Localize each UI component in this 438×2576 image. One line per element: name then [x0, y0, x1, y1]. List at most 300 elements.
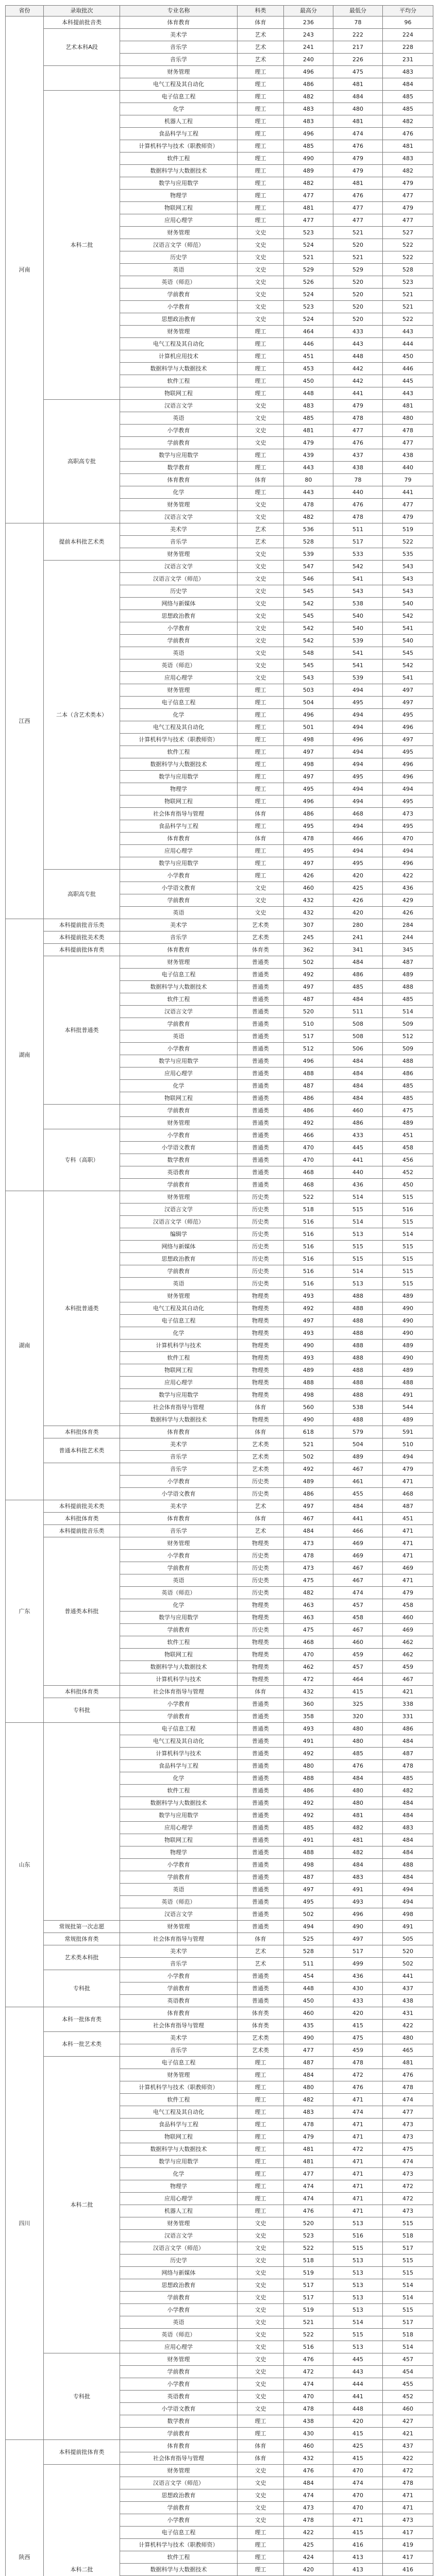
avg-score-cell: 488	[383, 981, 433, 993]
max-score-cell: 474	[284, 2180, 333, 2193]
min-score-cell: 515	[333, 2242, 383, 2255]
major-name-cell: 英语（师范）	[120, 2329, 238, 2341]
avg-score-cell: 422	[383, 2020, 433, 2032]
major-name-cell: 食品科学与工程	[120, 128, 238, 140]
avg-score-cell: 515	[383, 1265, 433, 1278]
avg-score-cell: 479	[383, 202, 433, 214]
category-cell: 物理类	[238, 1315, 284, 1327]
min-score-cell: 475	[333, 2032, 383, 2044]
max-score-cell: 493	[284, 1723, 333, 1735]
category-cell: 理工	[238, 140, 284, 152]
major-name-cell: 财务管理	[120, 1191, 238, 1204]
min-score-cell: 444	[333, 2378, 383, 2391]
avg-score-cell: 483	[383, 1822, 433, 1834]
min-score-cell: 415	[333, 2527, 383, 2539]
avg-score-cell: 484	[383, 1834, 433, 1846]
major-name-cell: 财务管理	[120, 2069, 238, 2081]
min-score-cell: 470	[333, 2489, 383, 2502]
min-score-cell: 529	[333, 264, 383, 276]
min-score-cell: 222	[333, 29, 383, 41]
category-cell: 理工	[238, 350, 284, 363]
province-cell: 湖南	[6, 1191, 44, 1500]
min-score-cell: 495	[333, 697, 383, 709]
major-name-cell: 小学教育	[120, 301, 238, 313]
category-cell: 文史	[238, 647, 284, 659]
category-cell: 理工	[238, 449, 284, 462]
max-score-cell: 497	[284, 1500, 333, 1513]
min-score-cell: 515	[333, 1241, 383, 1253]
avg-score-cell: 417	[383, 2527, 433, 2539]
major-name-cell: 体育教育	[120, 16, 238, 29]
max-score-cell: 536	[284, 523, 333, 536]
max-score-cell: 489	[284, 1476, 333, 1488]
batch-cell: 高职高专批	[44, 400, 120, 523]
max-score-cell: 460	[284, 2007, 333, 2020]
max-score-cell: 511	[284, 1958, 333, 1970]
table-row	[6, 1698, 433, 1710]
min-score-cell: 441	[333, 2391, 383, 2403]
avg-score-cell: 452	[383, 2391, 433, 2403]
category-cell: 普通类	[238, 981, 284, 993]
category-cell: 体育	[238, 808, 284, 820]
max-score-cell: 542	[284, 622, 333, 635]
category-cell: 理工	[238, 746, 284, 758]
max-score-cell: 543	[284, 672, 333, 684]
avg-score-cell: 479	[383, 511, 433, 523]
avg-score-cell: 496	[383, 721, 433, 734]
major-name-cell: 美术学	[120, 29, 238, 41]
avg-score-cell: 437	[383, 2440, 433, 2452]
max-score-cell: 490	[284, 1414, 333, 1426]
min-score-cell: 471	[333, 2205, 383, 2217]
min-score-cell: 441	[333, 1513, 383, 1525]
min-score-cell: 420	[333, 870, 383, 882]
category-cell: 理工	[238, 387, 284, 400]
category-cell: 体育	[238, 1426, 284, 1438]
avg-score-cell: 514	[383, 1228, 433, 1241]
max-score-cell: 498	[284, 734, 333, 746]
major-name-cell: 英语	[120, 1884, 238, 1896]
avg-score-cell: 477	[383, 437, 433, 449]
min-score-cell: 474	[333, 2106, 383, 2119]
avg-score-cell: 514	[383, 1006, 433, 1018]
max-score-cell: 486	[284, 1092, 333, 1105]
max-score-cell: 468	[284, 1636, 333, 1649]
min-score-cell: 495	[333, 771, 383, 783]
category-cell: 体育	[238, 1401, 284, 1414]
max-score-cell: 521	[284, 1438, 333, 1451]
header-max-score: 最高分	[284, 6, 333, 16]
min-score-cell: 471	[333, 2193, 383, 2205]
category-cell: 理工	[238, 795, 284, 808]
max-score-cell: 473	[284, 1537, 333, 1550]
min-score-cell: 488	[333, 1302, 383, 1315]
min-score-cell: 341	[333, 944, 383, 956]
major-name-cell: 小学教育	[120, 425, 238, 437]
category-cell: 文史	[238, 227, 284, 239]
major-name-cell: 小学教育	[120, 2304, 238, 2316]
major-name-cell: 体育教育	[120, 1426, 238, 1438]
max-score-cell: 488	[284, 1772, 333, 1785]
avg-score-cell: 471	[383, 2502, 433, 2514]
major-name-cell: 社会体育指导与管理	[120, 1401, 238, 1414]
min-score-cell: 217	[333, 41, 383, 54]
min-score-cell: 542	[333, 561, 383, 573]
category-cell: 理工	[238, 2131, 284, 2143]
major-name-cell: 学前教育	[120, 1871, 238, 1884]
major-name-cell: 小学教育	[120, 1476, 238, 1488]
category-cell: 体育	[238, 833, 284, 845]
min-score-cell: 469	[333, 1537, 383, 1550]
avg-score-cell: 521	[383, 289, 433, 301]
table-row	[6, 523, 433, 536]
avg-score-cell: 471	[383, 1537, 433, 1550]
category-cell: 理工	[238, 2081, 284, 2094]
avg-score-cell: 541	[383, 672, 433, 684]
max-score-cell: 482	[284, 177, 333, 190]
min-score-cell: 484	[333, 1859, 383, 1871]
min-score-cell: 481	[333, 78, 383, 91]
category-cell: 普通类	[238, 1080, 284, 1092]
category-cell: 艺术	[238, 1525, 284, 1537]
category-cell: 历史类	[238, 1216, 284, 1228]
min-score-cell: 457	[333, 1599, 383, 1612]
max-score-cell: 450	[284, 1995, 333, 2007]
category-cell: 理工	[238, 363, 284, 375]
major-name-cell: 思想政治教育	[120, 2489, 238, 2502]
avg-score-cell: 460	[383, 2403, 433, 2415]
major-name-cell: 计算机科学与技术	[120, 1340, 238, 1352]
avg-score-cell: 471	[383, 2489, 433, 2502]
avg-score-cell: 544	[383, 1401, 433, 1414]
category-cell: 普通类	[238, 1179, 284, 1191]
avg-score-cell: 345	[383, 944, 433, 956]
avg-score-cell: 497	[383, 734, 433, 746]
major-name-cell: 财务管理	[120, 2217, 238, 2230]
max-score-cell: 618	[284, 1426, 333, 1438]
max-score-cell: 486	[284, 1105, 333, 1117]
avg-score-cell: 495	[383, 820, 433, 833]
max-score-cell: 454	[284, 1970, 333, 1982]
category-cell: 理工	[238, 2539, 284, 2551]
max-score-cell: 240	[284, 54, 333, 66]
major-name-cell: 物联网工程	[120, 387, 238, 400]
category-cell: 理工	[238, 2193, 284, 2205]
avg-score-cell: 489	[383, 1117, 433, 1129]
min-score-cell: 226	[333, 54, 383, 66]
min-score-cell: 475	[333, 66, 383, 78]
major-name-cell: 体育教育	[120, 944, 238, 956]
batch-cell: 二本（含艺术类本）	[44, 561, 120, 870]
major-name-cell: 音乐学	[120, 1463, 238, 1476]
min-score-cell: 471	[333, 2119, 383, 2131]
min-score-cell: 467	[333, 1624, 383, 1636]
min-score-cell: 481	[333, 177, 383, 190]
category-cell: 文史	[238, 894, 284, 907]
category-cell: 理工	[238, 462, 284, 474]
max-score-cell: 518	[284, 1204, 333, 1216]
major-name-cell: 电子信息工程	[120, 2527, 238, 2539]
avg-score-cell: 450	[383, 1179, 433, 1191]
major-name-cell: 美术学	[120, 1438, 238, 1451]
min-score-cell: 484	[333, 1080, 383, 1092]
major-name-cell: 物联网工程	[120, 1364, 238, 1377]
major-name-cell: 财务管理	[120, 956, 238, 969]
min-score-cell: 495	[333, 857, 383, 870]
major-name-cell: 音乐学	[120, 1958, 238, 1970]
avg-score-cell: 541	[383, 622, 433, 635]
major-name-cell: 电子信息工程	[120, 969, 238, 981]
min-score-cell: 472	[333, 2069, 383, 2081]
major-name-cell: 音乐学	[120, 2044, 238, 2057]
avg-score-cell: 515	[383, 1191, 433, 1204]
avg-score-cell: 421	[383, 2428, 433, 2440]
avg-score-cell: 542	[383, 659, 433, 672]
category-cell: 普通类	[238, 1092, 284, 1105]
table-row	[6, 919, 433, 931]
category-cell: 体育	[238, 474, 284, 486]
major-name-cell: 化学	[120, 1772, 238, 1785]
max-score-cell: 362	[284, 944, 333, 956]
major-name-cell: 物联网工程	[120, 2131, 238, 2143]
category-cell: 文史	[238, 412, 284, 425]
min-score-cell: 497	[333, 1933, 383, 1945]
avg-score-cell: 472	[383, 2193, 433, 2205]
major-name-cell: 机器人工程	[120, 115, 238, 128]
avg-score-cell: 484	[383, 1735, 433, 1748]
major-name-cell: 美术学	[120, 1500, 238, 1513]
category-cell: 普通类	[238, 1735, 284, 1748]
avg-score-cell: 477	[383, 214, 433, 227]
major-name-cell: 编辑学	[120, 1228, 238, 1241]
category-cell: 物理类	[238, 1290, 284, 1302]
major-name-cell: 美术学	[120, 1945, 238, 1958]
category-cell: 理工	[238, 214, 284, 227]
max-score-cell: 491	[284, 1735, 333, 1748]
category-cell: 历史类	[238, 1241, 284, 1253]
category-cell: 历史类	[238, 1488, 284, 1500]
category-cell: 物理类	[238, 1537, 284, 1550]
avg-score-cell: 521	[383, 301, 433, 313]
max-score-cell: 476	[284, 2205, 333, 2217]
major-name-cell: 学前教育	[120, 894, 238, 907]
category-cell: 体育	[238, 2440, 284, 2452]
category-cell: 文史	[238, 659, 284, 672]
avg-score-cell: 494	[383, 1451, 433, 1463]
category-cell: 艺术	[238, 29, 284, 41]
avg-score-cell: 488	[383, 1055, 433, 1067]
max-score-cell: 477	[284, 190, 333, 202]
avg-score-cell: 419	[383, 2539, 433, 2551]
major-name-cell: 汉语言文学	[120, 1204, 238, 1216]
avg-score-cell: 440	[383, 462, 433, 474]
category-cell: 文史	[238, 400, 284, 412]
max-score-cell: 528	[284, 536, 333, 548]
avg-score-cell: 494	[383, 783, 433, 795]
avg-score-cell: 455	[383, 2378, 433, 2391]
category-cell: 文史	[238, 598, 284, 610]
max-score-cell: 517	[284, 1030, 333, 1043]
category-cell: 普通类	[238, 1822, 284, 1834]
avg-score-cell: 79	[383, 474, 433, 486]
avg-score-cell: 421	[383, 1686, 433, 1698]
category-cell: 艺术类	[238, 2044, 284, 2057]
major-name-cell: 汉语言文学	[120, 561, 238, 573]
major-name-cell: 体育教育	[120, 2007, 238, 2020]
major-name-cell: 应用心理学	[120, 2193, 238, 2205]
min-score-cell: 484	[333, 993, 383, 1006]
major-name-cell: 音乐学	[120, 1451, 238, 1463]
major-name-cell: 英语教育	[120, 1995, 238, 2007]
max-score-cell: 482	[284, 511, 333, 523]
max-score-cell: 491	[284, 1834, 333, 1846]
category-cell: 普通类	[238, 956, 284, 969]
max-score-cell: 470	[284, 1649, 333, 1661]
major-name-cell: 小学语文教育	[120, 1142, 238, 1154]
avg-score-cell: 522	[383, 239, 433, 251]
max-score-cell: 495	[284, 783, 333, 795]
category-cell: 物理类	[238, 1414, 284, 1426]
category-cell: 体育	[238, 2452, 284, 2465]
max-score-cell: 472	[284, 2366, 333, 2378]
category-cell: 普通类	[238, 1871, 284, 1884]
min-score-cell: 461	[333, 1476, 383, 1488]
min-score-cell: 520	[333, 313, 383, 326]
category-cell: 物理类	[238, 1364, 284, 1377]
avg-score-cell: 514	[383, 2292, 433, 2304]
avg-score-cell: 540	[383, 635, 433, 647]
major-name-cell: 思想政治教育	[120, 2279, 238, 2292]
min-score-cell: 513	[333, 2292, 383, 2304]
category-cell: 普通类	[238, 1896, 284, 1908]
category-cell: 物理类	[238, 1599, 284, 1612]
max-score-cell: 495	[284, 820, 333, 833]
max-score-cell: 490	[284, 2032, 333, 2044]
category-cell: 物理类	[238, 1377, 284, 1389]
category-cell: 理工	[238, 152, 284, 165]
max-score-cell: 484	[284, 2477, 333, 2489]
major-name-cell: 学前教育	[120, 2428, 238, 2440]
category-cell: 历史类	[238, 1587, 284, 1599]
avg-score-cell: 489	[383, 1414, 433, 1426]
max-score-cell: 493	[284, 1327, 333, 1340]
max-score-cell: 496	[284, 709, 333, 721]
min-score-cell: 513	[333, 2279, 383, 2292]
min-score-cell: 540	[333, 622, 383, 635]
major-name-cell: 学前教育	[120, 1562, 238, 1574]
min-score-cell: 433	[333, 1129, 383, 1142]
min-score-cell: 485	[333, 1748, 383, 1760]
category-cell: 艺术	[238, 41, 284, 54]
major-name-cell: 社会体育指导与管理	[120, 1933, 238, 1945]
max-score-cell: 520	[284, 1006, 333, 1018]
category-cell: 普通类	[238, 1748, 284, 1760]
category-cell: 理工	[238, 2069, 284, 2081]
max-score-cell: 496	[284, 66, 333, 78]
major-name-cell: 财务管理	[120, 2353, 238, 2366]
major-name-cell: 学前教育	[120, 2502, 238, 2514]
avg-score-cell: 494	[383, 845, 433, 857]
avg-score-cell: 472	[383, 2465, 433, 2477]
avg-score-cell: 515	[383, 2267, 433, 2279]
major-name-cell: 食品科学与工程	[120, 1760, 238, 1772]
max-score-cell: 512	[284, 1043, 333, 1055]
avg-score-cell: 473	[383, 2119, 433, 2131]
major-name-cell: 电气工程及其自动化	[120, 721, 238, 734]
min-score-cell: 440	[333, 486, 383, 499]
avg-score-cell: 469	[383, 1562, 433, 1574]
category-cell: 理工	[238, 2205, 284, 2217]
batch-cell: 常规批体育类	[44, 1933, 120, 1945]
max-score-cell: 547	[284, 561, 333, 573]
min-score-cell: 480	[333, 1723, 383, 1735]
major-name-cell: 数据科学与大数据技术	[120, 2564, 238, 2576]
category-cell: 理工	[238, 165, 284, 177]
major-name-cell: 社会体育指导与管理	[120, 2452, 238, 2465]
category-cell: 普通类	[238, 1884, 284, 1896]
max-score-cell: 492	[284, 969, 333, 981]
min-score-cell: 513	[333, 2304, 383, 2316]
major-name-cell: 软件工程	[120, 1636, 238, 1649]
category-cell: 理工	[238, 697, 284, 709]
avg-score-cell: 485	[383, 91, 433, 103]
max-score-cell: 479	[284, 2131, 333, 2143]
avg-score-cell: 473	[383, 2514, 433, 2527]
major-name-cell: 电气工程及其自动化	[120, 2106, 238, 2119]
major-name-cell: 小学教育	[120, 1550, 238, 1562]
major-name-cell: 电气工程及其自动化	[120, 78, 238, 91]
avg-score-cell: 509	[383, 1043, 433, 1055]
min-score-cell: 514	[333, 1265, 383, 1278]
max-score-cell: 487	[284, 1080, 333, 1092]
avg-score-cell: 516	[383, 1204, 433, 1216]
min-score-cell: 484	[333, 1055, 383, 1067]
category-cell: 体育	[238, 16, 284, 29]
category-cell: 文史	[238, 2391, 284, 2403]
category-cell: 普通类	[238, 1723, 284, 1735]
min-score-cell: 442	[333, 375, 383, 387]
category-cell: 历史类	[238, 1204, 284, 1216]
avg-score-cell: 477	[383, 190, 433, 202]
max-score-cell: 504	[284, 697, 333, 709]
major-name-cell: 学前教育	[120, 437, 238, 449]
table-row	[6, 1513, 433, 1525]
category-cell: 理工	[238, 338, 284, 350]
category-cell: 理工	[238, 326, 284, 338]
major-name-cell: 英语	[120, 907, 238, 919]
category-cell: 文史	[238, 239, 284, 251]
batch-cell: 专科批	[44, 2353, 120, 2440]
category-cell: 物理类	[238, 1389, 284, 1401]
table-row	[6, 1970, 433, 1982]
max-score-cell: 450	[284, 375, 333, 387]
table-row	[6, 1426, 433, 1438]
avg-score-cell: 438	[383, 449, 433, 462]
max-score-cell: 497	[284, 746, 333, 758]
max-score-cell: 522	[284, 2329, 333, 2341]
min-score-cell: 476	[333, 2081, 383, 2094]
major-name-cell: 化学	[120, 103, 238, 115]
max-score-cell: 430	[284, 2428, 333, 2440]
min-score-cell: 480	[333, 1785, 383, 1797]
min-score-cell: 517	[333, 536, 383, 548]
category-cell: 物理类	[238, 1352, 284, 1364]
major-name-cell: 财务管理	[120, 66, 238, 78]
batch-cell: 普通本科批艺术类	[44, 1438, 120, 1463]
table-row	[6, 1105, 433, 1117]
category-cell: 普通类	[238, 1105, 284, 1117]
min-score-cell: 514	[333, 1191, 383, 1204]
